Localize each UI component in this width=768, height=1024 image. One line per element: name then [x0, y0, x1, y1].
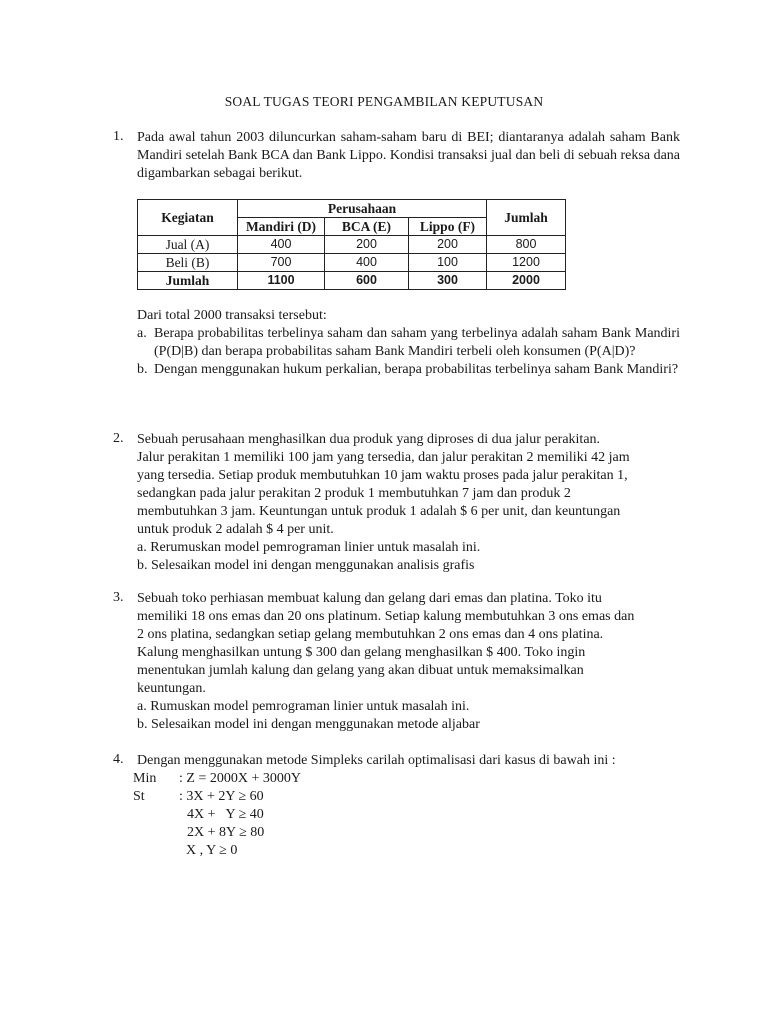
table-row	[138, 254, 566, 272]
row-label: Beli (B)	[138, 254, 238, 272]
question-3-number: 3.	[113, 590, 124, 605]
simplex-model	[133, 770, 301, 860]
question-1-intro: Pada awal tahun 2003 diluncurkan saham-saham baru di BEI; diantaranya adalah saham Bank Mandiri setelah Bank BCA dan Bank Lippo. Kondisi transaksi jual dan beli di sebuah reksa dana digambarkan sebagai berikut.	[137, 130, 680, 181]
question-1-part-a	[137, 325, 680, 361]
header-kegiatan: Kegiatan	[138, 200, 238, 236]
transaction-table	[137, 199, 566, 290]
objective-function: : Z = 2000X + 3000Y	[179, 771, 301, 786]
part-text: Berapa probabilitas terbelinya saham dan saham yang terbelinya adalah saham Bank Mandiri (P(D|B) dan berapa probabilitas saham Bank Mandiri terbeli oleh konsumen (P(A|D)?	[154, 326, 680, 359]
header-jumlah: Jumlah	[487, 200, 566, 236]
question-4-number: 4.	[113, 752, 124, 767]
question-1-part-b	[137, 361, 680, 379]
part-label: a.	[137, 326, 147, 341]
table-cell: 2000	[487, 272, 566, 290]
header-lippo: Lippo (F)	[409, 218, 487, 236]
objective-row	[133, 770, 301, 788]
constraint: 4X + Y ≥ 40	[187, 807, 264, 822]
question-4-intro	[137, 752, 680, 770]
text-line: membutuhkan 3 jam. Keuntungan untuk produk 1 adalah $ 6 per unit, dan keuntungan	[137, 504, 621, 519]
row-label: Jumlah	[138, 272, 238, 290]
question-3-body	[137, 590, 680, 734]
text-line: Jalur perakitan 1 memiliki 100 jam yang tersedia, dan jalur perakitan 2 memiliki 42 jam	[137, 450, 630, 465]
table-cell: 400	[238, 236, 325, 254]
table-cell: 1100	[238, 272, 325, 290]
table-cell: 300	[409, 272, 487, 290]
question-1-subparts	[137, 307, 680, 379]
text-line: a. Rerumuskan model pemrograman linier untuk masalah ini.	[137, 540, 481, 555]
question-1-lead: Dari total 2000 transaksi tersebut:	[137, 308, 327, 323]
min-label: Min	[133, 771, 157, 786]
table-cell: 700	[238, 254, 325, 272]
text-line: Sebuah perusahaan menghasilkan dua produk yang diproses di dua jalur perakitan.	[137, 432, 601, 447]
question-2-number: 2.	[113, 431, 124, 446]
row-label: Jual (A)	[138, 236, 238, 254]
question-1-number: 1.	[113, 129, 124, 144]
constraint-row	[133, 806, 301, 824]
text-line: memiliki 18 ons emas dan 20 ons platinum. Setiap kalung membutuhkan 3 ons emas dan	[137, 609, 635, 624]
text-line: sedangkan pada jalur perakitan 2 produk 1 membutuhkan 7 jam dan produk 2	[137, 486, 571, 501]
constraint-row	[133, 842, 301, 860]
table-cell: 1200	[487, 254, 566, 272]
text-line: 2 ons platina, sedangkan setiap gelang membutuhkan 2 ons emas dan 4 ons platina.	[137, 627, 604, 642]
text-line: Sebuah toko perhiasan membuat kalung dan gelang dari emas dan platina. Toko itu	[137, 591, 602, 606]
table-row	[138, 236, 566, 254]
table-cell: 400	[325, 254, 409, 272]
table-cell: 100	[409, 254, 487, 272]
text-line: b. Selesaikan model ini dengan menggunakan analisis grafis	[137, 558, 475, 573]
constraint: 2X + 8Y ≥ 80	[187, 825, 265, 840]
constraint: X , Y ≥ 0	[186, 843, 238, 858]
text-line: Kalung menghasilkan untung $ 300 dan gelang menghasilkan $ 400. Toko ingin	[137, 645, 586, 660]
constraint: : 3X + 2Y ≥ 60	[179, 789, 264, 804]
header-bca: BCA (E)	[325, 218, 409, 236]
text-line: keuntungan.	[137, 681, 206, 696]
text-line: b. Selesaikan model ini dengan menggunakan metode aljabar	[137, 717, 480, 732]
table-cell: 200	[325, 236, 409, 254]
part-text: Dengan menggunakan hukum perkalian, berapa probabilitas terbelinya saham Bank Mandiri?	[154, 362, 679, 377]
constraint-row	[133, 788, 301, 806]
part-label: b.	[137, 362, 148, 377]
document-title: SOAL TUGAS TEORI PENGAMBILAN KEPUTUSAN	[224, 94, 544, 109]
constraint-row	[133, 824, 301, 842]
text-line: a. Rumuskan model pemrograman linier untuk masalah ini.	[137, 699, 470, 714]
header-perusahaan: Perusahaan	[238, 200, 487, 218]
text-line: menentukan jumlah kalung dan gelang yang akan dibuat untuk memaksimalkan	[137, 663, 584, 678]
table-cell: 600	[325, 272, 409, 290]
text-line: yang tersedia. Setiap produk membutuhkan 10 jam waktu proses pada jalur perakitan 1,	[137, 468, 628, 483]
text-line: untuk produk 2 adalah $ 4 per unit.	[137, 522, 334, 537]
table-cell: 200	[409, 236, 487, 254]
st-label: St	[133, 789, 145, 804]
text-line: Dengan menggunakan metode Simpleks carilah optimalisasi dari kasus di bawah ini :	[137, 753, 616, 768]
header-mandiri: Mandiri (D)	[238, 218, 325, 236]
table-cell: 800	[487, 236, 566, 254]
table-row-total	[138, 272, 566, 290]
question-2-body	[137, 431, 680, 575]
